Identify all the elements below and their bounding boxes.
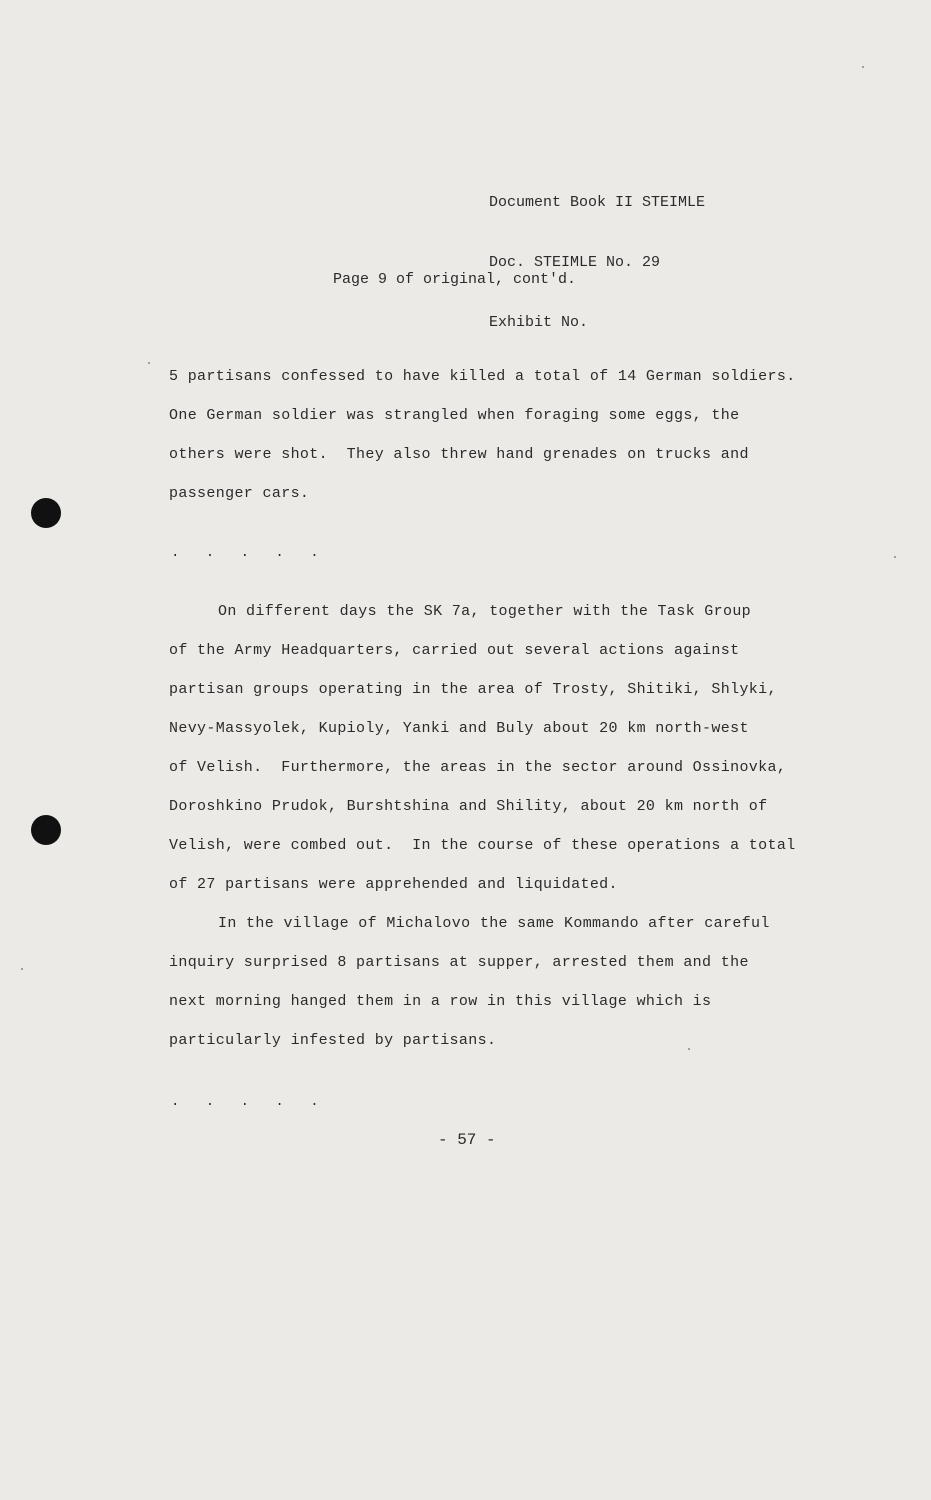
paragraph-1-line-4: passenger cars.: [169, 485, 310, 502]
paper-speck: [21, 968, 23, 970]
section-separator-2: . . . . .: [171, 1094, 328, 1110]
paragraph-2-line-4: Nevy-Massyolek, Kupioly, Yanki and Buly about 20 km north-west: [169, 720, 749, 737]
paper-speck: [688, 1048, 690, 1050]
paragraph-3-line-4: particularly infested by partisans.: [169, 1032, 497, 1049]
paragraph-2-line-8: of 27 partisans were apprehended and liquidated.: [169, 876, 618, 893]
paragraph-3-line-2: inquiry surprised 8 partisans at supper, arrested them and the: [169, 954, 749, 971]
paragraph-2-line-3: partisan groups operating in the area of Trosty, Shitiki, Shlyki,: [169, 681, 777, 698]
section-separator-1: . . . . .: [171, 545, 328, 561]
paragraph-1-line-2: One German soldier was strangled when foraging some eggs, the: [169, 407, 740, 424]
paragraph-3-line-1: In the village of Michalovo the same Kommando after careful: [218, 915, 770, 932]
paper-speck: [148, 362, 150, 364]
paragraph-2-line-1: On different days the SK 7a, together with the Task Group: [218, 603, 752, 620]
paragraph-2-line-2: of the Army Headquarters, carried out several actions against: [169, 642, 740, 659]
document-number-line: Doc. STEIMLE No. 29: [489, 254, 661, 271]
paper-speck: [862, 66, 864, 68]
document-book-line: Document Book II STEIMLE: [489, 194, 706, 211]
paragraph-1-line-1: 5 partisans confessed to have killed a total of 14 German soldiers.: [169, 368, 796, 385]
page-subheading: Page 9 of original, cont'd.: [333, 271, 577, 288]
paragraph-2-line-6: Doroshkino Prudok, Burshtshina and Shility, about 20 km north of: [169, 798, 768, 815]
punch-hole-bottom: [31, 815, 61, 845]
document-reference-header: [489, 153, 705, 373]
exhibit-number-line: Exhibit No.: [489, 314, 589, 331]
page-number: - 57 -: [438, 1131, 496, 1149]
punch-hole-top: [31, 498, 61, 528]
paragraph-3-line-3: next morning hanged them in a row in this village which is: [169, 993, 712, 1010]
paragraph-2-line-7: Velish, were combed out. In the course of these operations a total: [169, 837, 796, 854]
paper-speck: [894, 556, 896, 558]
paragraph-1-line-3: others were shot. They also threw hand grenades on trucks and: [169, 446, 749, 463]
paragraph-2-line-5: of Velish. Furthermore, the areas in the sector around Ossinovka,: [169, 759, 787, 776]
